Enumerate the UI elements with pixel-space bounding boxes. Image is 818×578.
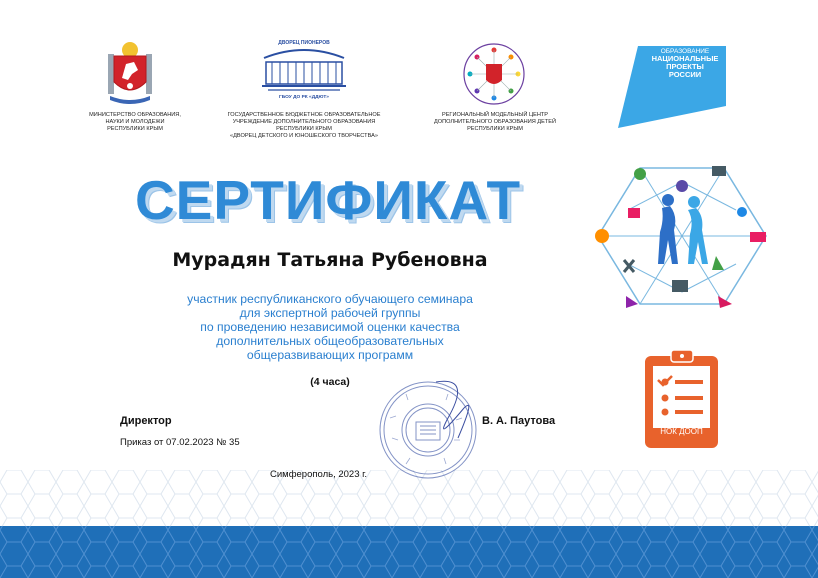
org-caption-line: НАУКИ И МОЛОДЕЖИ xyxy=(105,119,165,125)
order-text: Приказ от 07.02.2023 № 35 xyxy=(120,437,240,448)
certificate-title: СЕРТИФИКАТ xyxy=(134,169,522,231)
org-caption-line: ГОСУДАРСТВЕННОЕ БЮДЖЕТНОЕ ОБРАЗОВАТЕЛЬНОЕ xyxy=(227,112,381,118)
org-caption-line: РЕСПУБЛИКИ КРЫМ xyxy=(107,126,163,132)
org-caption-line: РЕСПУБЛИКИ КРЫМ xyxy=(276,126,332,132)
org-caption-line: ДОПОЛНИТЕЛЬНОГО ОБРАЗОВАНИЯ ДЕТЕЙ xyxy=(433,119,556,125)
national-projects-line: ПРОЕКТЫ xyxy=(666,62,704,71)
crimea-coat-of-arms-icon xyxy=(104,40,156,108)
official-stamp-icon xyxy=(376,378,480,482)
description-line: для экспертной рабочей группы xyxy=(239,306,421,320)
palace-logo-top-text: ДВОРЕЦ ПИОНЕРОВ xyxy=(278,40,330,46)
signature-stroke xyxy=(436,381,469,438)
org-caption-line: УЧРЕЖДЕНИЕ ДОПОЛНИТЕЛЬНОГО ОБРАЗОВАНИЯ xyxy=(232,119,376,125)
hex-background-pattern xyxy=(0,470,818,578)
org-caption-line: РЕСПУБЛИКИ КРЫМ xyxy=(467,126,523,132)
signer-name: В. А. Паутова xyxy=(482,415,556,427)
national-projects-line: РОССИИ xyxy=(668,70,702,79)
description-line: дополнительных общеобразовательных xyxy=(216,334,444,348)
national-projects-line: ОБРАЗОВАНИЕ xyxy=(660,48,710,55)
org-caption-line: «ДВОРЕЦ ДЕТСКОГО И ЮНОШЕСКОГО ТВОРЧЕСТВА» xyxy=(230,133,378,139)
regional-model-center-logo-icon xyxy=(462,42,526,106)
recipient-name: Мурадян Татьяна Рубеновна xyxy=(172,249,488,271)
org-caption-line: РЕГИОНАЛЬНЫЙ МОДЕЛЬНЫЙ ЦЕНТР xyxy=(441,112,549,118)
education-network-illustration-icon xyxy=(590,160,774,312)
hours-text: (4 часа) xyxy=(310,376,350,388)
director-label: Директор xyxy=(120,415,172,427)
nok-doop-label: НОК ДООП xyxy=(660,427,703,436)
description-line: общеразвивающих программ xyxy=(246,348,414,362)
city-year-text: Симферополь, 2023 г. xyxy=(270,469,368,480)
certificate-description xyxy=(120,292,540,362)
description-line: участник республиканского обучающего семинара xyxy=(187,292,473,306)
palace-logo-bottom-text: ГБОУ ДО РК «ДДЮТ» xyxy=(279,95,329,100)
description-line: по проведению независимой оценки качества xyxy=(200,320,460,334)
national-projects-line: НАЦИОНАЛЬНЫЕ xyxy=(651,54,719,63)
org-caption-line: МИНИСТЕРСТВО ОБРАЗОВАНИЯ, xyxy=(89,112,181,118)
